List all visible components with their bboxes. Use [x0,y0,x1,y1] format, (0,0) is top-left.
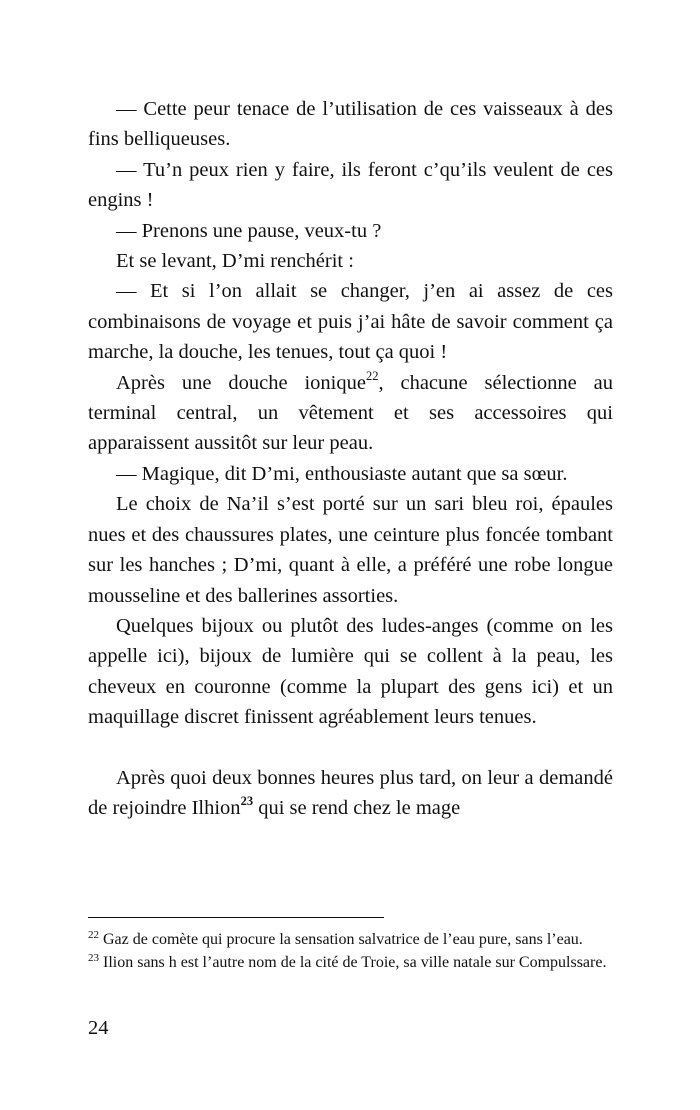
paragraph-8: Le choix de Na’il s’est porté sur un sari bleu roi, épaules nues et des chaussures plates, une ceinture plus foncée tombant sur les hanches ; D’mi, quant à elle, a préféré une robe longue mousseline et des ballerines assorties. [88,493,613,607]
paragraph-1: — Cette peur tenace de l’utilisation de ces vaisseaux à des fins belliqueuses. [88,98,613,151]
paragraph-6 [88,368,613,459]
paragraph-2: — Tu’n peux rien y faire, ils feront c’qu’ils veulent de ces engins ! [88,158,613,212]
footnote-23-text: Ilion sans h est l’autre nom de la cité de Troie, sa ville natale sur Compulssare. [99,953,607,971]
paragraph-4: Et se levant, D’mi renchérit : [116,250,354,273]
paragraph-9: Quelques bijoux ou plutôt des ludes-anges (comme on les appelle ici), bijoux de lumière qui se collent à la peau, les cheveux en couronne (comme la plupart des gens ici) et un maquillage discret finissent agréablement leurs tenues. [88,614,613,729]
footnote-ref-23[interactable]: 23 [240,794,254,809]
footnote-22-text: Gaz de comète qui procure la sensation salvatrice de l’eau pure, sans l’eau. [99,931,583,948]
footnote-23 [88,953,613,974]
paragraph-3: — Prenons une pause, veux-tu ? [116,219,382,242]
paragraph-6-text-end: , chacune sélectionne au terminal central, un vêtement et ses accessoires qui apparaissent aussitôt sur leur peau. [88,371,613,455]
paragraph-7: — Magique, dit D’mi, enthousiaste autant que sa sœur. [116,462,568,485]
footnote-separator [88,917,384,918]
paragraph-5: — Et si l’on allait se changer, j’en ai assez de ces combinaisons de voyage et puis j’ai hâte de savoir comment ça marche, la douche, les tenues, tout ça quoi ! [88,280,613,364]
paragraph-10-text-start: Après quoi deux bonnes heures plus tard, on leur a demandé de rejoindre Ilhion [88,766,613,820]
body-text [88,94,613,824]
paragraph-10 [88,763,613,824]
footnotes [88,930,613,974]
paragraph-6-text-start: Après une douche ionique [116,371,366,394]
footnote-23-number: 23 [88,951,99,964]
footnote-22 [88,930,613,951]
paragraph-10-text-end: qui se rend chez le mage [253,797,461,820]
footnote-ref-22[interactable]: 22 [365,368,379,383]
footnote-22-number: 22 [88,929,99,941]
page-number: 24 [88,1017,109,1039]
